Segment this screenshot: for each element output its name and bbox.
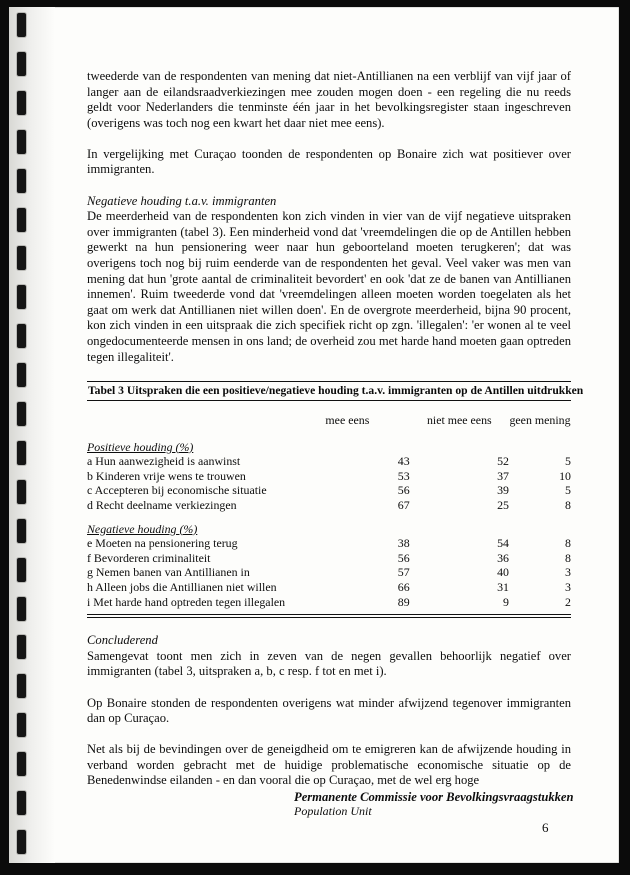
section-heading-concluderend: Concluderend [87, 633, 158, 648]
table-cell-geen-mening: 3 [565, 565, 571, 580]
binder-hole [17, 519, 26, 543]
table-cell-niet-mee-eens: 9 [503, 594, 509, 609]
table-cell-mee-eens: 56 [397, 550, 410, 565]
binder-hole [17, 91, 26, 115]
table-row [87, 469, 571, 484]
table-cell-niet-mee-eens: 31 [497, 580, 509, 595]
binder-hole [17, 246, 26, 270]
binder-hole [17, 324, 26, 348]
binder-hole [17, 791, 26, 815]
table-cell-mee-eens: 66 [397, 580, 410, 595]
table-cell-statement: a Hun aanwezigheid is aanwinst [87, 454, 241, 469]
table-group-heading-row [87, 522, 571, 537]
table-cell-geen-mening: 8 [565, 498, 571, 513]
table-cell-niet-mee-eens: 52 [497, 454, 509, 469]
table-cell-statement: h Alleen jobs die Antillianen niet willen [87, 580, 277, 595]
paper-sheet [9, 7, 619, 863]
footer-unit: Population Unit [294, 804, 372, 818]
table-cell-geen-mening: 2 [565, 594, 571, 609]
table-cell-statement: b Kinderen vrije wens te trouwen [87, 468, 246, 483]
table-cell-geen-mening: 8 [565, 536, 571, 551]
table-row [87, 454, 571, 469]
binder-hole [17, 169, 26, 193]
paragraph-bonaire-note: Op Bonaire stonden de respondenten overigens wat minder afwijzend tegenover immigranten dan op Curaçao. [87, 695, 571, 726]
table-column-header: niet mee eens [426, 413, 492, 428]
table-cell-mee-eens: 57 [397, 565, 410, 580]
table-header-row [87, 401, 571, 440]
table-row [87, 536, 571, 551]
table-group-spacer [87, 513, 571, 522]
binder-hole [17, 13, 26, 37]
table-row [87, 483, 571, 498]
paragraph-economic-situation: Net als bij de bevindingen over de geneigdheid om te emigreren kan de afwijzende houding in verband worden gebracht met de huidige problematische economische situatie op de Benedenwindse eilanden - en dan vooral die op Curaçao, met de wel erg hoge [87, 742, 571, 788]
table-row [87, 580, 571, 595]
table-column-header: geen mening [509, 413, 571, 428]
section-heading-negatieve-houding: Negatieve houding t.a.v. immigranten [87, 193, 277, 208]
table-cell-niet-mee-eens: 37 [497, 468, 509, 483]
binder-hole [17, 285, 26, 309]
table-row [87, 595, 571, 610]
table-3 [87, 381, 584, 618]
table-row [87, 551, 571, 566]
binder-hole [17, 830, 26, 854]
table-group-label: Negatieve houding (%) [87, 521, 198, 536]
table-cell-statement: i Met harde hand optreden tegen illegalen [87, 594, 286, 609]
table-row [87, 498, 571, 513]
page-number: 6 [542, 820, 549, 835]
table-cell-geen-mening: 3 [565, 580, 571, 595]
table-group-heading-row [87, 440, 571, 455]
table-caption: Tabel 3 Uitspraken die een positieve/negatieve houding t.a.v. immigranten op de Antillen uitdrukken [88, 384, 584, 398]
table-cell-geen-mening: 5 [565, 483, 571, 498]
table-cell-geen-mening: 8 [565, 550, 571, 565]
table-cell-statement: e Moeten na pensionering terug [87, 536, 238, 551]
paragraph-negatieve-houding: De meerderheid van de respondenten kon zich vinden in vier van de vijf negatieve uitspraken over immigranten (tabel 3). Een minderheid vond dat 'vreemdelingen die op de Antillen hebben gewerkt na hun pensionering weer naar hun geboorteland moeten terugkeren'; dat was overigens toch nog bij ruim eenderde van de respondenten het geval. Veel vaker was men van mening dat hun 'grote aantal de criminaliteit bevordert' en ook 'dat ze de banen van Antillianen innemen'. Ruim tweederde vond dat 'vreemdelingen alleen moeten worden toegelaten als het gaat om werk dat Antillianen niet willen doen'. En de overgrote meerderheid, bijna 90 procent, kon zich vinden in een uitspraak die zich specifiek richt op zgn. 'illegalen': 'er wonen al te veel ongedocumenteerde mensen in ons land; de overheid zou met harde hand moeten gaan optreden tegen illegaliteit'. [87, 209, 571, 364]
table-group-spacer-cell [87, 513, 571, 522]
binder-hole [17, 402, 26, 426]
table-cell-niet-mee-eens: 40 [497, 565, 509, 580]
binder-hole [17, 674, 26, 698]
table-cell-mee-eens: 43 [397, 454, 410, 469]
table-cell-niet-mee-eens: 39 [497, 483, 509, 498]
table-cell-statement: d Recht deelname verkiezingen [87, 498, 237, 513]
table-rule-bottom [87, 614, 571, 618]
table-group-label: Positieve houding (%) [87, 439, 194, 454]
binder-hole [17, 558, 26, 582]
binder-hole [17, 597, 26, 621]
table-row [87, 565, 571, 580]
table-cell-mee-eens: 38 [397, 536, 410, 551]
table-cell-geen-mening: 10 [559, 468, 571, 483]
table-3-body [87, 401, 571, 609]
binder-hole [17, 635, 26, 659]
binder-hole [17, 713, 26, 737]
table-cell-niet-mee-eens: 36 [497, 550, 509, 565]
footer-organisation: Permanente Commissie voor Bevolkingsvraagstukken [294, 790, 574, 804]
binder-hole [17, 52, 26, 76]
binding-edge-shading [9, 7, 55, 863]
paragraph-bonaire-comparison: In vergelijking met Curaçao toonden de respondenten op Bonaire zich wat positiever over immigranten. [87, 146, 571, 177]
table-cell-geen-mening: 5 [565, 454, 571, 469]
binder-hole [17, 752, 26, 776]
binder-hole [17, 480, 26, 504]
table-cell-statement: g Nemen banen van Antillianen in [87, 565, 250, 580]
footer-signature [294, 790, 574, 818]
binder-hole [17, 130, 26, 154]
binder-hole [17, 208, 26, 232]
binder-hole [17, 441, 26, 465]
table-cell-statement: f Bevorderen criminaliteit [87, 550, 211, 565]
table-cell-mee-eens: 89 [397, 594, 410, 609]
binder-hole [17, 363, 26, 387]
table-cell-mee-eens: 56 [397, 483, 410, 498]
table-cell-niet-mee-eens: 54 [497, 536, 509, 551]
table-cell-niet-mee-eens: 25 [497, 498, 509, 513]
table-cell-mee-eens: 67 [397, 498, 410, 513]
table-header-blank [87, 401, 285, 440]
table-cell-mee-eens: 53 [397, 468, 410, 483]
paragraph-continuation: tweederde van de respondenten van mening dat niet-Antillianen na een verblijf van vijf jaar of langer aan de eilandsraadverkiezingen mee zouden mogen doen - een regeling die nu reeds geldt voor Nederlanders die tenminste één jaar in het bevolkingsregister staan ingeschreven (overigens was toch nog een kwart het daar niet mee eens). [87, 69, 571, 130]
paragraph-conclusion: Samengevat toont men zich in zeven van de negen gevallen behoorlijk negatief over immigranten (tabel 3, uitspraken a, b, c resp. f tot en met i). [87, 648, 571, 679]
table-cell-statement: c Accepteren bij economische situatie [87, 483, 267, 498]
page-content [87, 69, 584, 789]
table-column-header: mee eens [325, 413, 370, 428]
